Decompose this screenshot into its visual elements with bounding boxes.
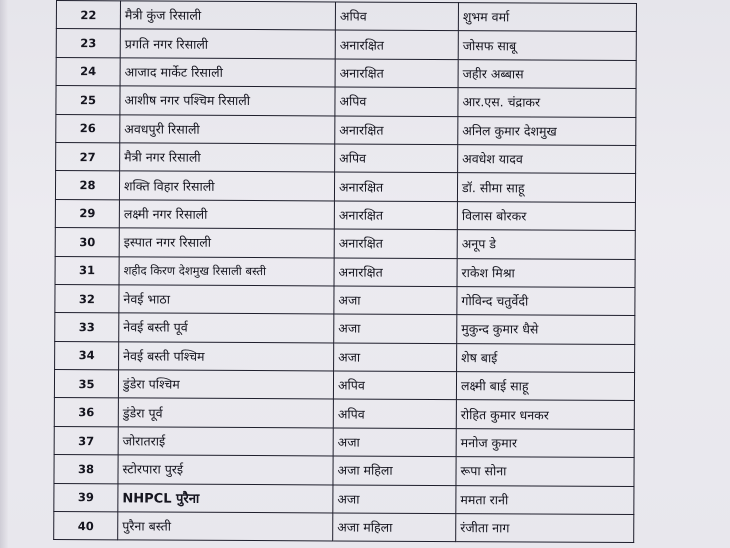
table-row: [55, 341, 635, 372]
serial-number-cell: 36: [54, 398, 118, 427]
serial-number-cell: 39: [54, 483, 118, 512]
reservation-category-cell: अजा: [334, 314, 457, 343]
serial-number-cell: 32: [55, 284, 119, 313]
table-row: [55, 228, 635, 259]
table-row: [54, 483, 634, 514]
candidate-name-cell: आर.एस. चंद्राकर: [458, 88, 636, 117]
ward-name-cell: शहीद किरण देशमुख रिसाली बस्ती: [119, 256, 334, 286]
table-row: [55, 199, 635, 230]
reservation-category-cell: अनारक्षित: [335, 116, 458, 145]
table-row: [54, 398, 634, 429]
ward-name-cell: इस्पात नगर रिसाली: [119, 228, 334, 258]
reservation-category-cell: अपिव: [335, 2, 458, 31]
candidate-name-cell: अवधेश यादव: [458, 145, 636, 174]
reservation-category-cell: अजा महिला: [333, 456, 456, 485]
candidate-table: [53, 0, 637, 543]
table-row: [56, 57, 636, 88]
reservation-category-cell: अजा महिला: [333, 513, 456, 542]
candidate-name-cell: अनिल कुमार देशमुख: [458, 116, 636, 145]
candidate-name-cell: विलास बोरकर: [457, 201, 635, 230]
candidate-name-cell: अनूप डे: [457, 230, 635, 259]
reservation-category-cell: अजा: [333, 485, 456, 514]
serial-number-cell: 33: [55, 313, 119, 342]
serial-number-cell: 30: [55, 228, 119, 257]
serial-number-cell: 28: [55, 171, 119, 200]
ward-name-cell: प्रगति नगर रिसाली: [120, 29, 335, 59]
reservation-category-cell: अनारक्षित: [334, 229, 457, 258]
ward-name-cell: NHPCL पुरैना: [118, 483, 333, 513]
reservation-category-cell: अनारक्षित: [335, 59, 458, 88]
serial-number-cell: 23: [56, 29, 120, 58]
candidate-name-cell: रंजीता नाग: [456, 514, 634, 543]
ward-name-cell: नेवई बस्ती पश्चिम: [119, 342, 334, 372]
ward-name-cell: मैत्री कुंज रिसाली: [120, 1, 335, 31]
ward-name-cell: आशीष नगर पश्चिम रिसाली: [120, 86, 335, 116]
serial-number-cell: 29: [55, 199, 119, 228]
candidate-name-cell: जहीर अब्बास: [458, 59, 636, 88]
candidate-name-cell: डॉ. सीमा साहू: [457, 173, 635, 202]
serial-number-cell: 38: [54, 455, 118, 484]
table-row: [55, 171, 635, 202]
candidate-name-cell: गोविन्द चतुर्वेदी: [457, 287, 635, 316]
ward-name-cell: डुंडेरा पूर्व: [118, 398, 333, 428]
ward-name-cell: शक्ति विहार रिसाली: [119, 171, 334, 201]
table-row: [54, 455, 634, 486]
candidate-name-cell: शुभम वर्मा: [458, 3, 636, 32]
reservation-category-cell: अनारक्षित: [334, 201, 457, 230]
table-row: [55, 284, 635, 315]
table-row: [56, 142, 636, 173]
candidate-name-cell: रूपा सोना: [456, 457, 634, 486]
candidate-name-cell: जोसफ साबू: [458, 31, 636, 60]
serial-number-cell: 35: [54, 370, 118, 399]
table-row: [55, 313, 635, 344]
table-row: [54, 370, 634, 401]
serial-number-cell: 27: [56, 142, 120, 171]
table-row: [56, 29, 636, 60]
reservation-category-cell: अपिव: [335, 144, 458, 173]
page-edge-shadow: [0, 0, 8, 548]
reservation-category-cell: अपिव: [333, 371, 456, 400]
reservation-category-cell: अनारक्षित: [335, 30, 458, 59]
candidate-name-cell: मुकुन्द कुमार धैसे: [457, 315, 635, 344]
table-row: [55, 256, 635, 287]
serial-number-cell: 26: [56, 114, 120, 143]
candidate-name-cell: लक्ष्मी बाई साहू: [456, 372, 634, 401]
ward-name-cell: नेवई बस्ती पूर्व: [119, 313, 334, 343]
table-row: [56, 1, 636, 32]
ward-name-cell: आजाद मार्केट रिसाली: [120, 58, 335, 88]
ward-name-cell: अवधपुरी रिसाली: [120, 114, 335, 144]
candidate-name-cell: ममता रानी: [456, 485, 634, 514]
candidate-name-cell: मनोज कुमार: [456, 428, 634, 457]
reservation-category-cell: अजा: [333, 428, 456, 457]
reservation-category-cell: अनारक्षित: [334, 257, 457, 286]
candidate-name-cell: शेष बाई: [457, 343, 635, 372]
serial-number-cell: 37: [54, 426, 118, 455]
serial-number-cell: 34: [55, 341, 119, 370]
reservation-category-cell: अनारक्षित: [334, 172, 457, 201]
reservation-category-cell: अपिव: [335, 87, 458, 116]
table-row: [54, 426, 634, 457]
candidate-name-cell: राकेश मिश्रा: [457, 258, 635, 287]
table-row: [54, 512, 634, 543]
ward-name-cell: नेवई भाठा: [119, 285, 334, 315]
reservation-category-cell: अजा: [334, 343, 457, 372]
ward-name-cell: लक्ष्मी नगर रिसाली: [119, 200, 334, 230]
serial-number-cell: 40: [54, 512, 118, 541]
serial-number-cell: 31: [55, 256, 119, 285]
serial-number-cell: 22: [56, 1, 120, 30]
reservation-category-cell: अजा: [334, 286, 457, 315]
ward-name-cell: स्टोरपारा पुरई: [118, 455, 333, 485]
ward-name-cell: मैत्री नगर रिसाली: [120, 143, 335, 173]
serial-number-cell: 25: [56, 86, 120, 115]
ward-name-cell: पुरैना बस्ती: [118, 512, 333, 542]
table-row: [56, 86, 636, 117]
serial-number-cell: 24: [56, 57, 120, 86]
ward-name-cell: जोरातराई: [118, 427, 333, 457]
reservation-category-cell: अपिव: [333, 399, 456, 428]
table-row: [56, 114, 636, 145]
ward-name-cell: डुंडेरा पश्चिम: [118, 370, 333, 400]
candidate-name-cell: रोहित कुमार धनकर: [456, 400, 634, 429]
